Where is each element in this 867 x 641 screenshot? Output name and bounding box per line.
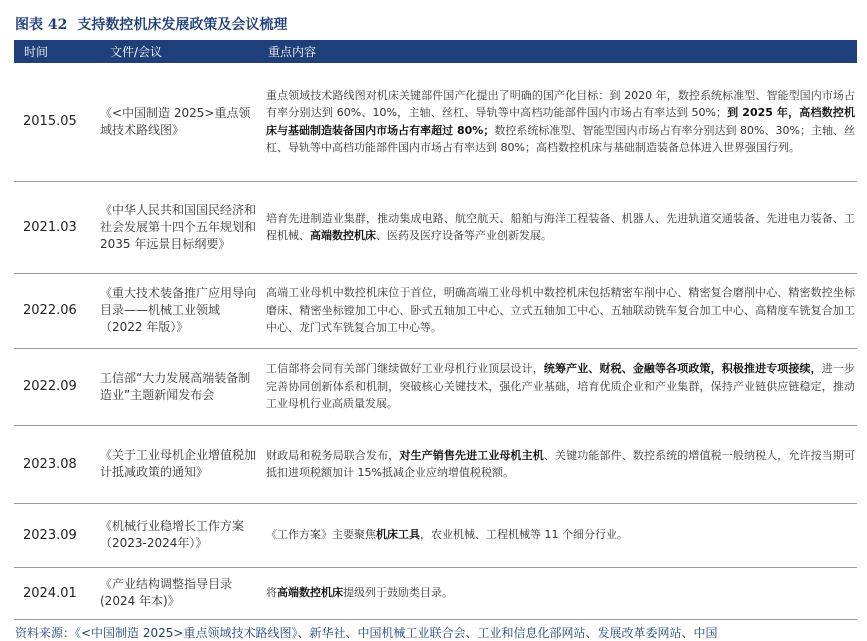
row-content <box>258 273 857 348</box>
table-row <box>14 181 857 273</box>
source-note: 资料来源：《<中国制造 2025>重点领域技术路线图》、新华社、中国机械工业联合会、工业和信息化部网站、发展改革委网站、中国 <box>15 626 718 640</box>
figure-label: 图表 42 <box>15 17 68 33</box>
header-content: 重点内容 <box>258 40 857 63</box>
figure-title <box>15 14 287 34</box>
content-text: 高端工业母机中数控机床位于首位，明确高端工业母机中数控机床包括精密车削中心、精密复合磨削中心、精密数控坐标磨床、精密坐标镗加工中心、卧式五轴加工中心、立式五轴加工中心、五轴联动铣车复合加工中心、高精度车铣复合加工中心、龙门式车铣复合加工中心等。 <box>266 286 855 335</box>
content-emphasis: 高端数控机床 <box>277 586 343 600</box>
table-row <box>14 348 857 425</box>
content-text: 进一步完善协同创新体系和机制，突破核心关键技术，强化产业基础，培育优质企业和产业集群，保持产业链供应链稳定，推动工业母机行业高质量发展。 <box>266 362 856 411</box>
content-text: 工信部将会同有关部门继续做好工业母机行业顶层设计， <box>266 362 544 376</box>
row-date: 2015.05 <box>14 63 100 181</box>
row-document: 《机械行业稳增长工作方案（2023-2024年）》 <box>100 503 258 567</box>
row-content <box>258 503 857 567</box>
content-emphasis: 机床工具 <box>376 528 420 542</box>
content-text: 重点领域技术路线图对机床关键部件国产化提出了明确的国产化目标：到 2020 年，数控系统标准型、智能型国内市场占有率分别达到 60%、10%，主轴、丝杠、导轨等中高档功能部件国内市场占有率达到 50%； <box>266 88 855 120</box>
content-text: 、医药及医疗设备等产业创新发展。 <box>376 229 552 242</box>
figure-title-text: 支持数控机床发展政策及会议梳理 <box>77 17 288 33</box>
row-content <box>258 63 857 181</box>
header-document: 文件/会议 <box>100 40 258 63</box>
row-content <box>258 425 857 503</box>
content-text: 培育先进制造业集群，推动集成电路、航空航天、船舶与海洋工程装备、机器人、先进轨道交通装备、先进电力装备、工程机械、 <box>266 211 855 242</box>
content-text: 财政局和税务局联合发布， <box>266 448 400 462</box>
content-text: 将 <box>266 586 277 600</box>
table-header-row <box>14 40 857 63</box>
table-row <box>14 503 857 567</box>
table-row <box>14 63 857 181</box>
row-content <box>258 181 857 273</box>
row-date: 2023.08 <box>14 425 100 503</box>
content-emphasis: 统筹产业、财税、金融等各项政策，积极推进专项接续， <box>543 362 822 376</box>
content-text: 、关键功能部件、数控系统的增值税一般纳税人，允许按当期可抵扣进项税额加计 15%抵减企业应纳增值税税额。 <box>266 448 856 479</box>
table-row <box>14 567 857 619</box>
content-emphasis: 到 2025 年，高档数控机床与基础制造装备国内市场占有率超过 80%； <box>266 106 855 137</box>
row-content <box>258 348 857 425</box>
row-document: 工信部“大力发展高端装备制造业”主题新闻发布会 <box>100 348 258 425</box>
row-date: 2021.03 <box>14 181 100 273</box>
row-date: 2023.09 <box>14 503 100 567</box>
content-emphasis: 对生产销售先进工业母机主机 <box>399 448 544 462</box>
content-text: 数控系统标准型、智能型国内市场占有率分别达到 80%、30%；主轴、丝杠、导轨等中高档功能部件国内市场占有率达到 80%；高档数控机床与基础制造装备总体进入世界强国行列。 <box>266 123 855 155</box>
content-text: 提级列于鼓励类目录。 <box>343 586 453 600</box>
row-document: 《<中国制造 2025>重点领域技术路线图》 <box>100 63 258 181</box>
content-text: ，农业机械、工程机械等 11 个细分行业。 <box>420 528 628 542</box>
row-date: 2024.01 <box>14 567 100 619</box>
content-emphasis: 高端数控机床 <box>310 229 376 242</box>
header-date: 时间 <box>14 40 100 63</box>
policy-table <box>14 40 857 620</box>
row-date: 2022.09 <box>14 348 100 425</box>
content-text: 《工作方案》主要聚焦 <box>266 528 376 542</box>
table-row <box>14 273 857 348</box>
row-document: 《重大技术装备推广应用导向目录——机械工业领域（2022 年版）》 <box>100 273 258 348</box>
table-row <box>14 425 857 503</box>
row-document: 《产业结构调整指导目录(2024 年本)》 <box>100 567 258 619</box>
row-content <box>258 567 857 619</box>
row-document: 《中华人民共和国国民经济和社会发展第十四个五年规划和 2035 年远景目标纲要》 <box>100 181 258 273</box>
row-date: 2022.06 <box>14 273 100 348</box>
row-document: 《关于工业母机企业增值税加计抵减政策的通知》 <box>100 425 258 503</box>
